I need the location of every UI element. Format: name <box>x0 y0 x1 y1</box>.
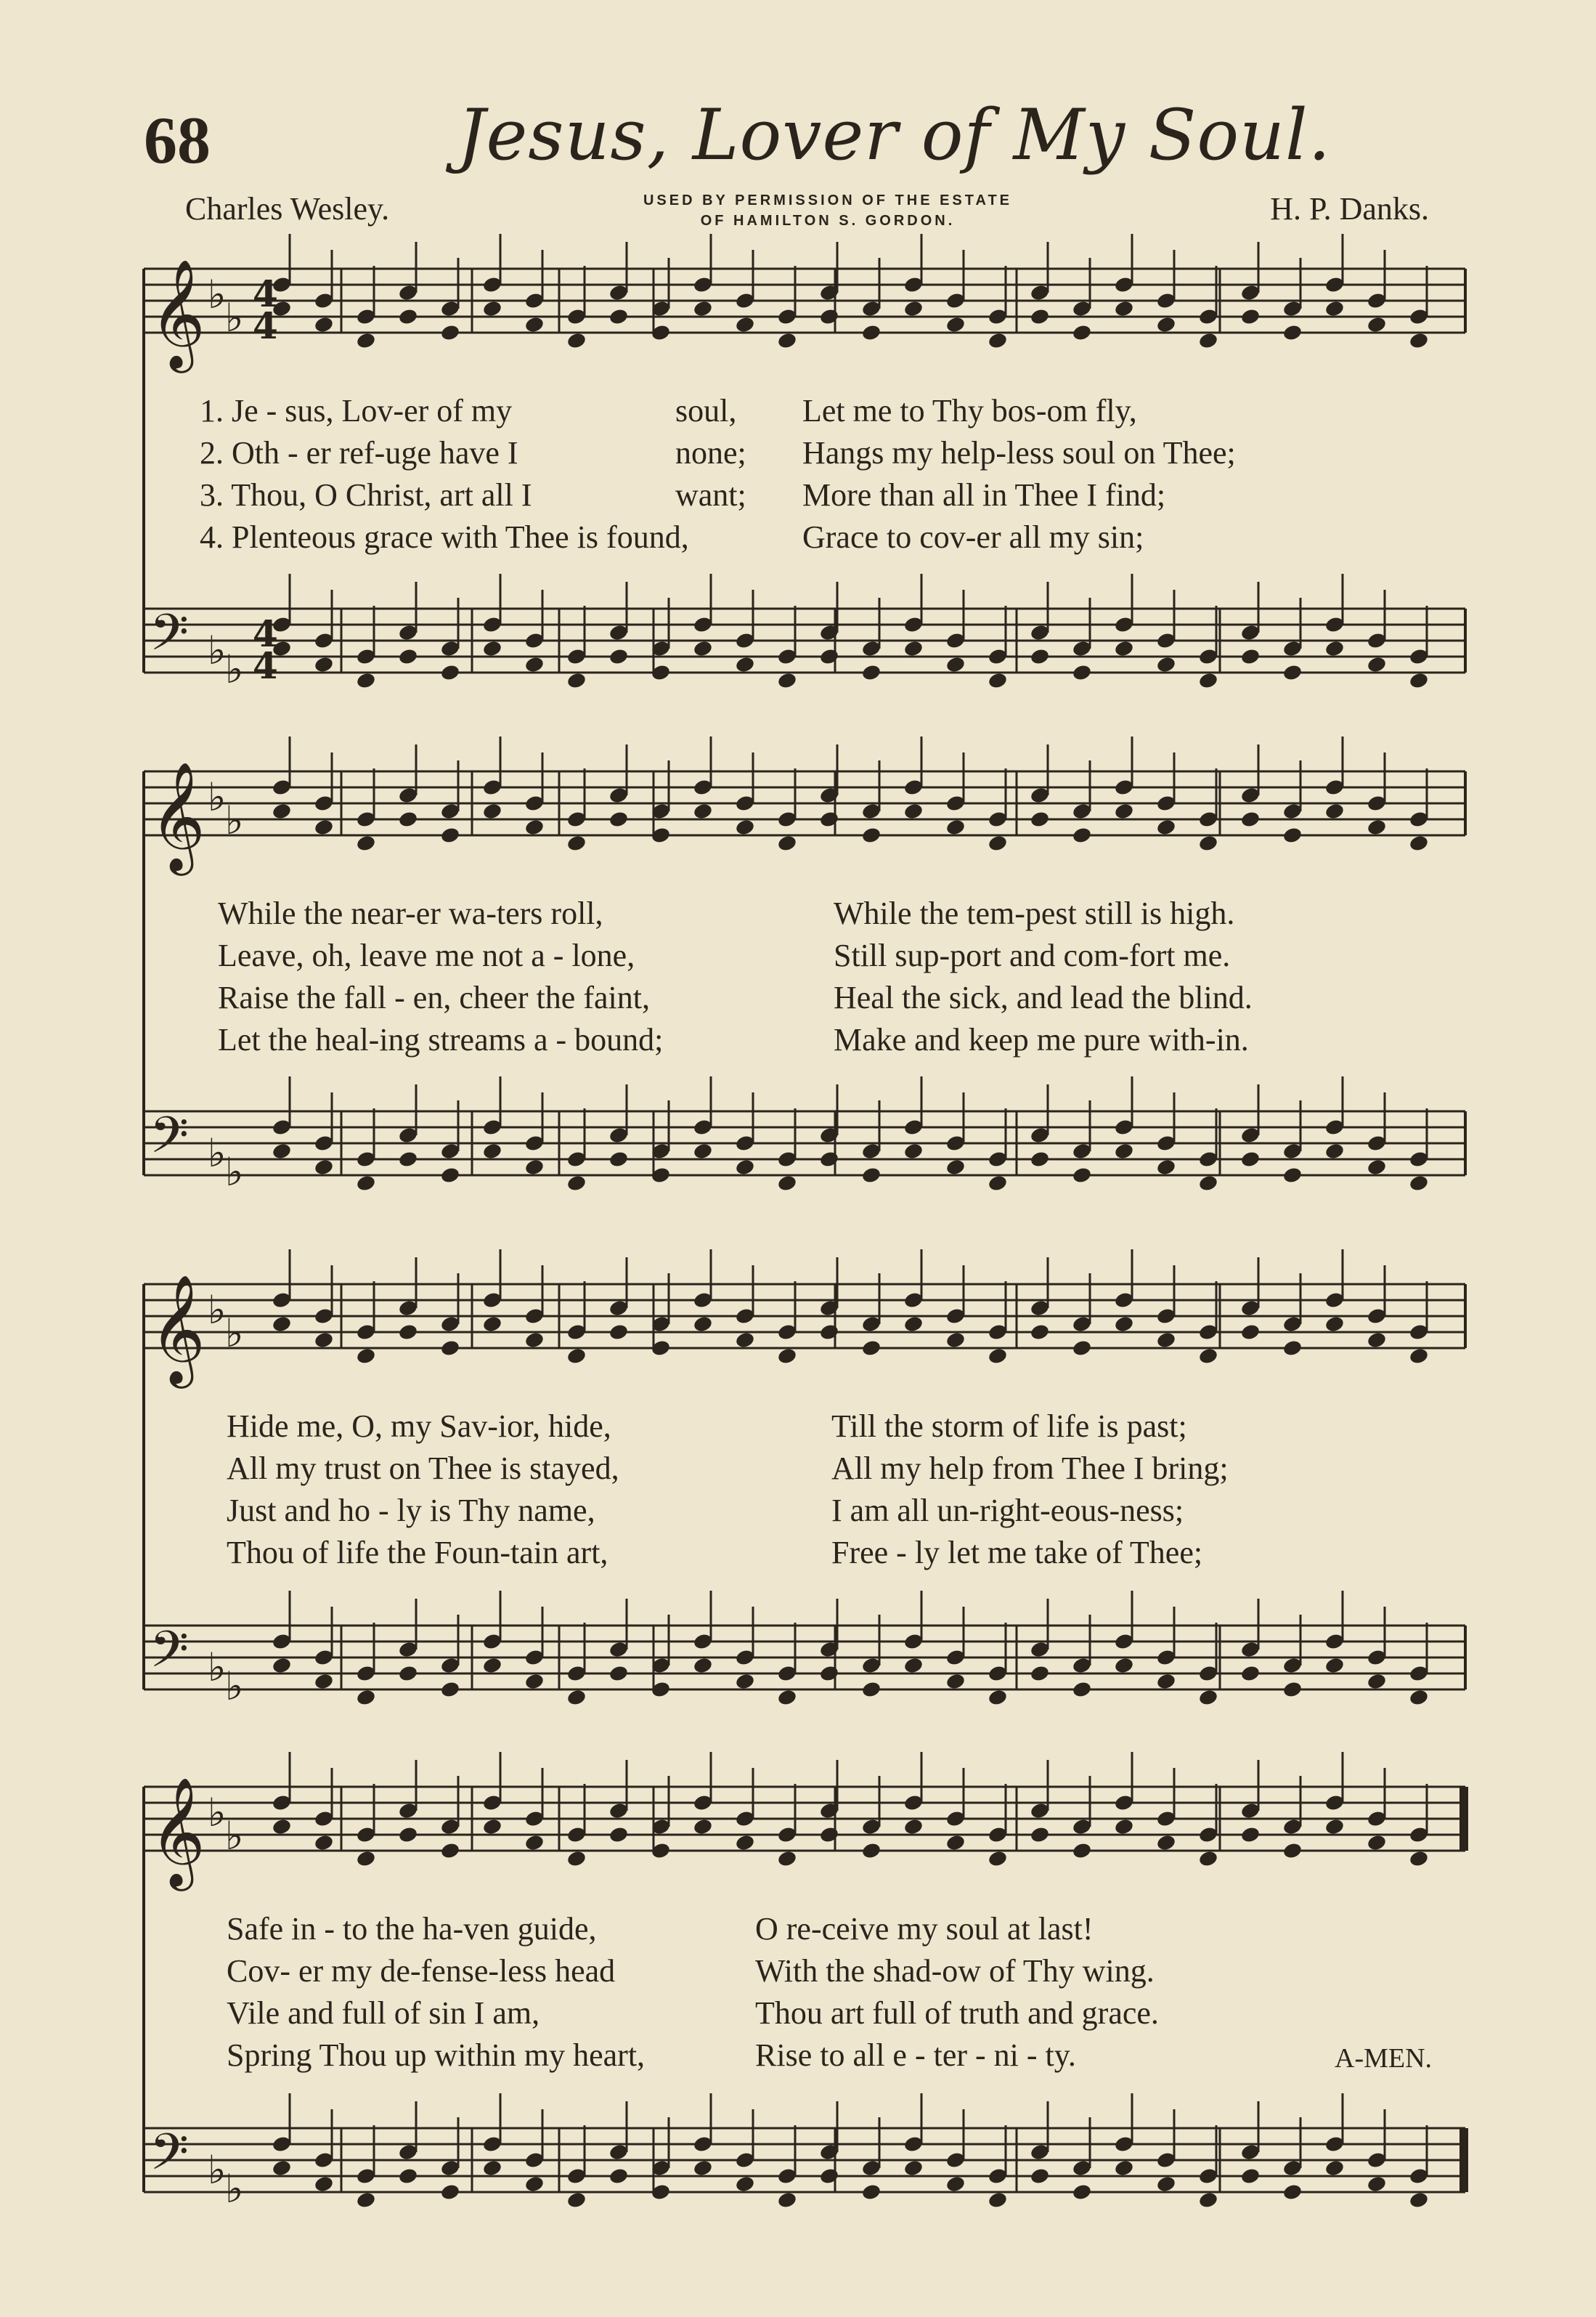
lyric-line: want; <box>675 477 746 513</box>
note-head <box>356 671 377 689</box>
note-head <box>1409 1174 1430 1192</box>
note-head <box>356 1174 377 1192</box>
note-head <box>903 1315 924 1333</box>
note-head <box>1282 663 1303 681</box>
note-head <box>356 1347 377 1365</box>
flat-icon: ♭ <box>225 1149 244 1195</box>
lyric-line: More than all in Thee I find; <box>802 477 1166 513</box>
bass-clef-icon: 𝄢 <box>150 2122 190 2194</box>
note-head <box>608 2167 630 2185</box>
note-head <box>693 802 714 820</box>
note-head <box>1367 655 1388 673</box>
note-head <box>1030 307 1051 325</box>
note-head <box>1198 1688 1219 1706</box>
note-head <box>903 2159 924 2177</box>
note-head <box>819 1825 840 1843</box>
note-head <box>1282 1680 1303 1698</box>
note-head <box>693 639 714 657</box>
lyric-line: While the tem-pest still is high. <box>834 896 1235 931</box>
amen-label: A-MEN. <box>1335 2043 1433 2074</box>
flat-icon: ♭ <box>225 2166 244 2212</box>
note-head <box>735 1331 756 1349</box>
note-head <box>777 1688 798 1706</box>
note-head <box>482 2159 503 2177</box>
note-head <box>1030 647 1051 665</box>
note-head <box>482 1817 503 1835</box>
note-head <box>988 1849 1009 1867</box>
note-head <box>777 1849 798 1867</box>
flat-icon: ♭ <box>208 1790 227 1835</box>
lyric-line: All my help from Thee I bring; <box>831 1450 1229 1486</box>
note-head <box>314 1672 335 1690</box>
note-head <box>988 834 1009 852</box>
note-head <box>398 1150 419 1168</box>
note-head <box>861 1166 882 1184</box>
lyric-line: soul, <box>675 393 737 429</box>
note-head <box>356 1849 377 1867</box>
note-head <box>693 299 714 317</box>
hymn-title: Jesus, Lover of My Soul. <box>457 94 1332 176</box>
note-head <box>608 647 630 665</box>
note-head <box>524 1158 545 1176</box>
note-head <box>1409 834 1430 852</box>
note-head <box>608 1664 630 1682</box>
note-head <box>1409 671 1430 689</box>
flat-icon: ♭ <box>208 628 227 673</box>
note-head <box>693 1656 714 1674</box>
lyric-line: I am all un-right-eous-ness; <box>831 1493 1184 1528</box>
note-head <box>1367 818 1388 836</box>
lyric-line: Thou of life the Foun-tain art, <box>227 1535 608 1570</box>
lyric-line: Free - ly let me take of Thee; <box>831 1535 1203 1570</box>
note-head <box>1324 639 1345 657</box>
note-head <box>356 2191 377 2209</box>
note-head <box>566 1849 587 1867</box>
note-head <box>482 639 503 657</box>
note-head <box>314 1158 335 1176</box>
note-head <box>777 2191 798 2209</box>
note-head <box>903 1817 924 1835</box>
lyric-line: Leave, oh, leave me not a - lone, <box>218 938 635 973</box>
note-head <box>356 331 377 349</box>
note-head <box>735 1672 756 1690</box>
treble-clef-icon: 𝄞 <box>150 1776 205 1886</box>
note-head <box>398 307 419 325</box>
flat-icon: ♭ <box>208 1130 227 1176</box>
note-head <box>1156 1331 1177 1349</box>
note-head <box>861 2183 882 2201</box>
note-head <box>1324 1656 1345 1674</box>
note-head <box>440 1166 461 1184</box>
note-head <box>1072 826 1093 844</box>
note-head <box>1156 1672 1177 1690</box>
note-head <box>524 1833 545 1851</box>
note-head <box>861 663 882 681</box>
note-head <box>1240 2167 1261 2185</box>
note-head <box>1030 1323 1051 1341</box>
note-head <box>903 1142 924 1160</box>
note-head <box>314 655 335 673</box>
note-head <box>482 802 503 820</box>
flat-icon: ♭ <box>225 1813 244 1859</box>
lyric-line: Cov- er my de-fense-less head <box>227 1953 616 1989</box>
lyric-line: Make and keep me pure with-in. <box>834 1022 1249 1058</box>
lyric-line: Let the heal-ing streams a - bound; <box>218 1022 664 1058</box>
note-head <box>1114 1656 1135 1674</box>
lyric-line: While the near-er wa-ters roll, <box>218 896 603 931</box>
note-head <box>1324 1315 1345 1333</box>
permission-line-2: OF HAMILTON S. GORDON. <box>700 213 956 229</box>
note-head <box>1367 2175 1388 2193</box>
note-head <box>1114 802 1135 820</box>
lyric-line: With the shad-ow of Thy wing. <box>755 1953 1155 1989</box>
hymn-number: 68 <box>144 103 211 177</box>
note-head <box>777 1174 798 1192</box>
note-head <box>819 1323 840 1341</box>
flat-icon: ♭ <box>225 798 244 843</box>
note-head <box>314 315 335 333</box>
note-head <box>398 2167 419 2185</box>
note-head <box>524 818 545 836</box>
note-head <box>524 1672 545 1690</box>
note-head <box>440 1339 461 1357</box>
note-head <box>1114 1142 1135 1160</box>
note-head <box>398 1664 419 1682</box>
note-head <box>398 1323 419 1341</box>
note-head <box>1114 299 1135 317</box>
note-head <box>903 299 924 317</box>
lyric-line: Grace to cov-er all my sin; <box>802 519 1144 555</box>
note-head <box>272 1656 293 1674</box>
note-head <box>1409 2191 1430 2209</box>
note-head <box>1072 2183 1093 2201</box>
permission-line-1: USED BY PERMISSION OF THE ESTATE <box>643 192 1013 208</box>
note-head <box>1030 1150 1051 1168</box>
note-head <box>524 2175 545 2193</box>
note-head <box>861 323 882 341</box>
note-head <box>903 802 924 820</box>
note-head <box>566 834 587 852</box>
time-signature-top: 4 <box>253 612 278 655</box>
note-head <box>988 1347 1009 1365</box>
note-head <box>735 818 756 836</box>
note-head <box>988 1174 1009 1192</box>
note-head <box>440 2183 461 2201</box>
note-head <box>524 655 545 673</box>
note-head <box>945 655 966 673</box>
note-head <box>1156 1833 1177 1851</box>
note-head <box>608 1825 630 1843</box>
note-head <box>482 299 503 317</box>
flat-icon: ♭ <box>208 774 227 820</box>
note-head <box>566 1174 587 1192</box>
note-head <box>1282 2183 1303 2201</box>
note-head <box>1156 315 1177 333</box>
note-head <box>482 1142 503 1160</box>
note-head <box>398 647 419 665</box>
lyric-line: O re-ceive my soul at last! <box>755 1911 1094 1947</box>
note-head <box>524 1331 545 1349</box>
note-head <box>398 1825 419 1843</box>
note-head <box>1409 331 1430 349</box>
lyric-line: Till the storm of life is past; <box>831 1408 1187 1444</box>
lyric-line: Rise to all e - ter - ni - ty. <box>755 2037 1076 2073</box>
note-head <box>1240 1323 1261 1341</box>
note-head <box>1030 810 1051 828</box>
note-head <box>777 671 798 689</box>
note-head <box>1114 639 1135 657</box>
note-head <box>272 802 293 820</box>
note-head <box>440 1680 461 1698</box>
note-head <box>1072 323 1093 341</box>
note-head <box>988 671 1009 689</box>
note-head <box>1324 1817 1345 1835</box>
note-head <box>988 1688 1009 1706</box>
note-head <box>1367 1833 1388 1851</box>
note-head <box>945 1158 966 1176</box>
lyric-line: Vile and full of sin I am, <box>227 1995 540 2031</box>
lyric-line: Safe in - to the ha-ven guide, <box>227 1911 597 1947</box>
note-head <box>272 1817 293 1835</box>
lyric-line: Still sup-port and com-fort me. <box>834 938 1231 973</box>
note-head <box>777 1347 798 1365</box>
lyric-line: 4. Plenteous grace with Thee is found, <box>200 519 689 555</box>
note-head <box>945 1672 966 1690</box>
note-head <box>945 1833 966 1851</box>
lyric-line: none; <box>675 435 746 471</box>
flat-icon: ♭ <box>225 1663 244 1709</box>
note-head <box>735 315 756 333</box>
note-head <box>1072 1166 1093 1184</box>
note-head <box>1324 1142 1345 1160</box>
treble-clef-icon: 𝄞 <box>150 258 205 368</box>
lyric-line: Thou art full of truth and grace. <box>755 1995 1159 2031</box>
note-head <box>819 647 840 665</box>
flat-icon: ♭ <box>208 1644 227 1690</box>
note-head <box>861 1339 882 1357</box>
note-head <box>314 1833 335 1851</box>
time-signature-top: 4 <box>253 272 278 315</box>
note-head <box>1409 1347 1430 1365</box>
bass-clef-icon: 𝄢 <box>150 603 190 674</box>
note-head <box>440 323 461 341</box>
lyric-line: 3. Thou, O Christ, art all I <box>200 477 532 513</box>
note-head <box>1198 1174 1219 1192</box>
note-head <box>1198 834 1219 852</box>
note-head <box>314 1331 335 1349</box>
note-head <box>861 826 882 844</box>
note-head <box>1198 2191 1219 2209</box>
note-head <box>1198 1849 1219 1867</box>
note-head <box>566 2191 587 2209</box>
note-head <box>272 2159 293 2177</box>
note-head <box>1198 1347 1219 1365</box>
note-head <box>693 2159 714 2177</box>
note-head <box>1198 671 1219 689</box>
note-head <box>819 1664 840 1682</box>
note-head <box>566 1688 587 1706</box>
lyric-line: Raise the fall - en, cheer the faint, <box>218 980 650 1015</box>
note-head <box>819 307 840 325</box>
composer-credit: H. P. Danks. <box>1270 191 1429 227</box>
note-head <box>608 810 630 828</box>
note-head <box>945 2175 966 2193</box>
note-head <box>1030 2167 1051 2185</box>
note-head <box>440 1841 461 1859</box>
lyric-line: Spring Thou up within my heart, <box>227 2037 646 2073</box>
note-head <box>1240 810 1261 828</box>
lyric-line: Let me to Thy bos-om fly, <box>802 393 1137 429</box>
note-head <box>777 331 798 349</box>
flat-icon: ♭ <box>225 295 244 341</box>
note-head <box>903 1656 924 1674</box>
note-head <box>988 331 1009 349</box>
note-head <box>1282 1166 1303 1184</box>
note-head <box>945 315 966 333</box>
note-head <box>1324 2159 1345 2177</box>
note-head <box>272 1315 293 1333</box>
flat-icon: ♭ <box>208 2147 227 2193</box>
final-bar <box>1459 2128 1468 2192</box>
note-head <box>1240 1825 1261 1843</box>
note-head <box>1072 1339 1093 1357</box>
treble-clef-icon: 𝄞 <box>150 760 205 871</box>
note-head <box>356 1688 377 1706</box>
note-head <box>482 1656 503 1674</box>
note-head <box>945 1331 966 1349</box>
note-head <box>272 1142 293 1160</box>
lyric-line: All my trust on Thee is stayed, <box>227 1450 619 1486</box>
note-head <box>440 826 461 844</box>
note-head <box>1072 663 1093 681</box>
note-head <box>777 834 798 852</box>
note-head <box>1030 1664 1051 1682</box>
note-head <box>735 2175 756 2193</box>
note-head <box>903 639 924 657</box>
note-head <box>1282 1841 1303 1859</box>
note-head <box>482 1315 503 1333</box>
note-head <box>819 810 840 828</box>
note-head <box>566 1347 587 1365</box>
note-head <box>440 663 461 681</box>
note-head <box>1156 2175 1177 2193</box>
lyric-line: Hangs my help-less soul on Thee; <box>802 435 1236 471</box>
note-head <box>608 307 630 325</box>
note-head <box>988 2191 1009 2209</box>
note-head <box>1409 1849 1430 1867</box>
note-head <box>314 818 335 836</box>
bass-clef-icon: 𝄢 <box>150 1105 190 1177</box>
lyric-line: Heal the sick, and lead the blind. <box>834 980 1253 1015</box>
note-head <box>693 1142 714 1160</box>
note-head <box>566 671 587 689</box>
note-head <box>1198 331 1219 349</box>
note-head <box>1030 1825 1051 1843</box>
note-head <box>861 1841 882 1859</box>
note-head <box>1072 1680 1093 1698</box>
lyric-line: Just and ho - ly is Thy name, <box>227 1493 595 1528</box>
note-head <box>819 1150 840 1168</box>
note-head <box>1156 655 1177 673</box>
note-head <box>1240 647 1261 665</box>
note-head <box>735 1158 756 1176</box>
note-head <box>1156 1158 1177 1176</box>
note-head <box>819 2167 840 2185</box>
note-head <box>693 1817 714 1835</box>
note-head <box>1114 1315 1135 1333</box>
bass-clef-icon: 𝄢 <box>150 1620 190 1691</box>
author-credit: Charles Wesley. <box>185 191 390 227</box>
note-head <box>1114 2159 1135 2177</box>
lyric-line: Hide me, O, my Sav-ior, hide, <box>227 1408 611 1444</box>
note-head <box>1367 1158 1388 1176</box>
lyric-line: 1. Je - sus, Lov-er of my <box>200 393 513 429</box>
note-head <box>735 655 756 673</box>
flat-icon: ♭ <box>208 1287 227 1333</box>
note-head <box>608 1150 630 1168</box>
note-head <box>1367 1672 1388 1690</box>
flat-icon: ♭ <box>208 272 227 317</box>
note-head <box>735 1833 756 1851</box>
note-head <box>1324 299 1345 317</box>
note-head <box>608 1323 630 1341</box>
note-head <box>1072 1841 1093 1859</box>
note-head <box>1409 1688 1430 1706</box>
note-head <box>1240 1150 1261 1168</box>
note-head <box>314 2175 335 2193</box>
note-head <box>861 1680 882 1698</box>
note-head <box>1367 1331 1388 1349</box>
note-head <box>566 331 587 349</box>
note-head <box>1282 323 1303 341</box>
note-head <box>524 315 545 333</box>
final-bar <box>1459 1787 1468 1851</box>
note-head <box>1282 1339 1303 1357</box>
time-signature-bottom: 4 <box>253 644 278 687</box>
treble-clef-icon: 𝄞 <box>150 1273 205 1384</box>
note-head <box>1282 826 1303 844</box>
note-head <box>1324 802 1345 820</box>
lyric-line: 2. Oth - er ref-uge have I <box>200 435 518 471</box>
flat-icon: ♭ <box>225 1310 244 1356</box>
time-signature-bottom: 4 <box>253 304 278 347</box>
note-head <box>693 1315 714 1333</box>
flat-icon: ♭ <box>225 646 244 692</box>
note-head <box>945 818 966 836</box>
note-head <box>398 810 419 828</box>
note-head <box>1240 1664 1261 1682</box>
note-head <box>1114 1817 1135 1835</box>
note-head <box>1156 818 1177 836</box>
note-head <box>356 834 377 852</box>
note-head <box>1367 315 1388 333</box>
note-head <box>1240 307 1261 325</box>
